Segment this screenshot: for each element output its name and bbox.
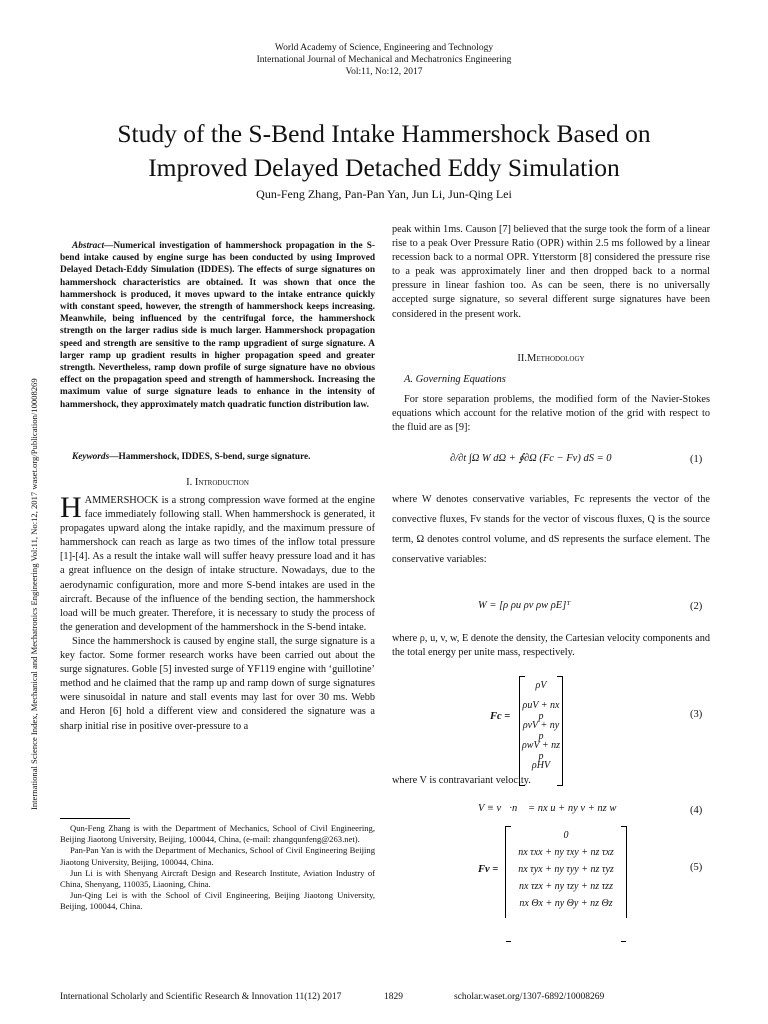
equation-1-number: (1) [690, 454, 703, 465]
section-1-title: Introduction [194, 477, 249, 488]
abstract-dash: — [104, 241, 114, 251]
section-2-title: Methodology [527, 353, 585, 364]
equation-2: W = [ρ ρu ρv ρw ρE]ᵀ [478, 600, 571, 611]
methodology-paragraph-4: where V is contravariant velocity. [392, 775, 531, 786]
footnote-4: Jun-Qing Lei is with the School of Civil Engineering, Beijing Jiaotong University, Beijing, 100044, China. [60, 890, 375, 912]
footnote-3: Jun Li is with Shenyang Aircraft Design and Research Institute, Aviation Industry of China, Shenyang, 110035, Liaoning, China. [60, 867, 375, 890]
equation-5-number: (5) [690, 862, 703, 873]
subsection-a-heading: A. Governing Equations [404, 374, 506, 385]
footer-url[interactable]: scholar.waset.org/1307-6892/10008269 [454, 992, 605, 1002]
methodology-paragraph-2: where W denotes conservative variables, Fc represents the vector of the convective fluxes, Fv stands for the vector of viscous fluxes, Q is the source term, Ω denotes control volume, and dS represents the surface element. The conservative variables: [392, 494, 710, 565]
footnotes [60, 823, 375, 913]
keywords-label: Keywords [72, 452, 110, 462]
eq3-item-4: ρwV + nz p [521, 740, 561, 762]
intro-paragraph-1-text: AMMERSHOCK is a strong compression wave formed at the engine face immediately following stall. When hammershock is generated, it propagates upward along the intake rapidly, and the maximum pressure of hammershock can reach as large as two times of the inflow total pressure [1]-[4]. As a result the intake wall will suffer heavy pressure load and it has a great influence on the design of intake structure. Nowadays, due to the aerodynamic configuration, more and more S-bend intakes are used in the aircraft. Because of the influence of the bending section, the hammershock load will be much greater. Therefore, it is necessary to study the process of the generation and development of the hammershock in the S-bend intake. [60, 495, 375, 633]
title-line-1: Study of the S-Bend Intake Hammershock Based on [117, 119, 651, 148]
equation-4: V ≡ v⃗·n⃗ = nx u + ny v + nz w [478, 803, 617, 814]
eq5-item-4: nx τzx + ny τzy + nz τzz [519, 881, 613, 892]
equation-3-number: (3) [690, 709, 703, 720]
section-1-numeral: I. [186, 477, 193, 488]
abstract-label: Abstract [72, 241, 105, 251]
authors: Qun-Feng Zhang, Pan-Pan Yan, Jun Li, Jun-Qing Lei [256, 187, 512, 201]
eq5-item-3: nx τyx + ny τyy + nz τyz [518, 864, 614, 875]
intro-paragraph-2: Since the hammershock is caused by engine stall, the surge signature is a key factor. Some former research works have been carried out about the surge signatures. Goble [5] invested surge of YF119 engine with ‘guillotine’ method and he claimed that the ramp up and ramp down of surge signatures were sinusoidal in nature and stall events may last for over 30 ms. Webb and Heron [6] hold a different view and considered the signature was a sharp initial rise in positive over-pressure to a [60, 635, 375, 732]
header-line-1: World Academy of Science, Engineering and Technology [274, 43, 494, 53]
keywords-text: Hammershock, IDDES, S-bend, surge signature. [118, 452, 311, 462]
eq3-item-1: ρV [535, 680, 547, 691]
title-line-2: Improved Delayed Detached Eddy Simulation [148, 153, 620, 182]
keywords [60, 451, 375, 463]
abstract-text: Numerical investigation of hammershock propagation in the S-bend intake caused by engine surge has been conducted by using Improved Delayed Detach-Eddy Simulation (IDDES). The effects of surge signatures on hammershock characteristics are obtained. It was shown that once the hammershock is produced, it moves upward to the intake entrance quickly with constant speed, however, the strength of hammershock keeps increasing. Meanwhile, being influenced by the centrifugal force, the hammershock strength on the larger radius side is much larger. Hammershock propagation speed and strength are sensitive to the ramp upgradient of surge signature. A larger ramp up gradient results in higher propagation speed and greater strength. Nevertheless, ramp down profile of surge signature have no obvious effect on the propagation speed and strength of hammershock. Increasing the maximum value of surge signature leads to enhance in the intensity of hammershock, they approximately match quadratic function distribution law. [60, 241, 375, 410]
equation-4-number: (4) [690, 805, 703, 816]
equation-5-vector [505, 826, 627, 918]
equation-3-lhs: Fc = [490, 711, 511, 722]
eq3-item-3: ρvV + ny p [522, 720, 560, 742]
journal-header [0, 42, 768, 78]
keywords-dash: — [109, 452, 119, 462]
header-line-2: International Journal of Mechanical and Mechatronics Engineering [256, 55, 512, 65]
eq5-item-1: 0 [563, 830, 569, 841]
equation-1: ∂/∂t ∫Ω W dΩ + ∮∂Ω (Fc − Fv) dS = 0 [450, 453, 612, 464]
footnote-1: Qun-Feng Zhang is with the Department of Mechanics, School of Civil Engineering, Beijing Jiaotong University, Beijing, 100044, China, (e-mail: zhangqunfeng@263.net). [60, 823, 375, 845]
footer-journal: International Scholarly and Scientific Research & Innovation 11(12) 2017 [60, 992, 342, 1002]
section-1-heading [60, 477, 375, 488]
sidebar-citation: International Science Index, Mechanical and Mechatronics Engineering Vol:11, No:12, 2017 waset.org/Publication/10008269 [29, 378, 39, 810]
eq5-item-5: nx Θx + ny Θy + nz Θz [519, 898, 613, 909]
eq3-item-2: ρuV + nx p [522, 700, 560, 722]
section-2-heading [392, 353, 710, 364]
intro-paragraph-1 [60, 491, 375, 635]
introduction-body [60, 491, 375, 734]
equation-3-vector [519, 676, 563, 786]
abstract [60, 240, 375, 411]
equation-2-number: (2) [690, 601, 703, 612]
right-paragraph-1: peak within 1ms. Causon [7] believed that the surge took the form of a linear rise to a peak Over Pressure Ratio (OPR) within 2.5 ms followed by a linear recession back to a normal OPR. Ytterstorm [8] considered the pressure rise to a peak was approximately liner and then dropped back to a normal pressure in linear fashion too. As can be seen, there is no universally accepted surge signature, so several different surge signatures have been considered in the present work. [392, 224, 710, 320]
header-line-3: Vol:11, No:12, 2017 [345, 67, 423, 77]
methodology-paragraph-3: where ρ, u, v, w, E denote the density, the Cartesian velocity components and the total energy per unite mass, respectively. [392, 633, 710, 659]
footnote-rule [60, 818, 130, 819]
paper-title [40, 117, 728, 185]
eq5-item-2: nx τxx + ny τxy + nz τxz [518, 847, 614, 858]
footnote-2: Pan-Pan Yan is with the Department of Mechanics, School of Civil Engineering Beijing Jiaotong University, Beijing, 100044, China. [60, 845, 375, 867]
section-2-numeral: II. [517, 353, 528, 364]
methodology-paragraph-1: For store separation problems, the modified form of the Navier-Stokes equations which account for the relative motion of the grid with respect to the fluid are as [9]: [392, 394, 710, 434]
drop-cap: H [60, 491, 82, 524]
footer-page-number: 1829 [384, 992, 403, 1002]
equation-5-lhs: Fv = [478, 864, 499, 875]
eq3-item-5: ρHV [531, 760, 551, 771]
